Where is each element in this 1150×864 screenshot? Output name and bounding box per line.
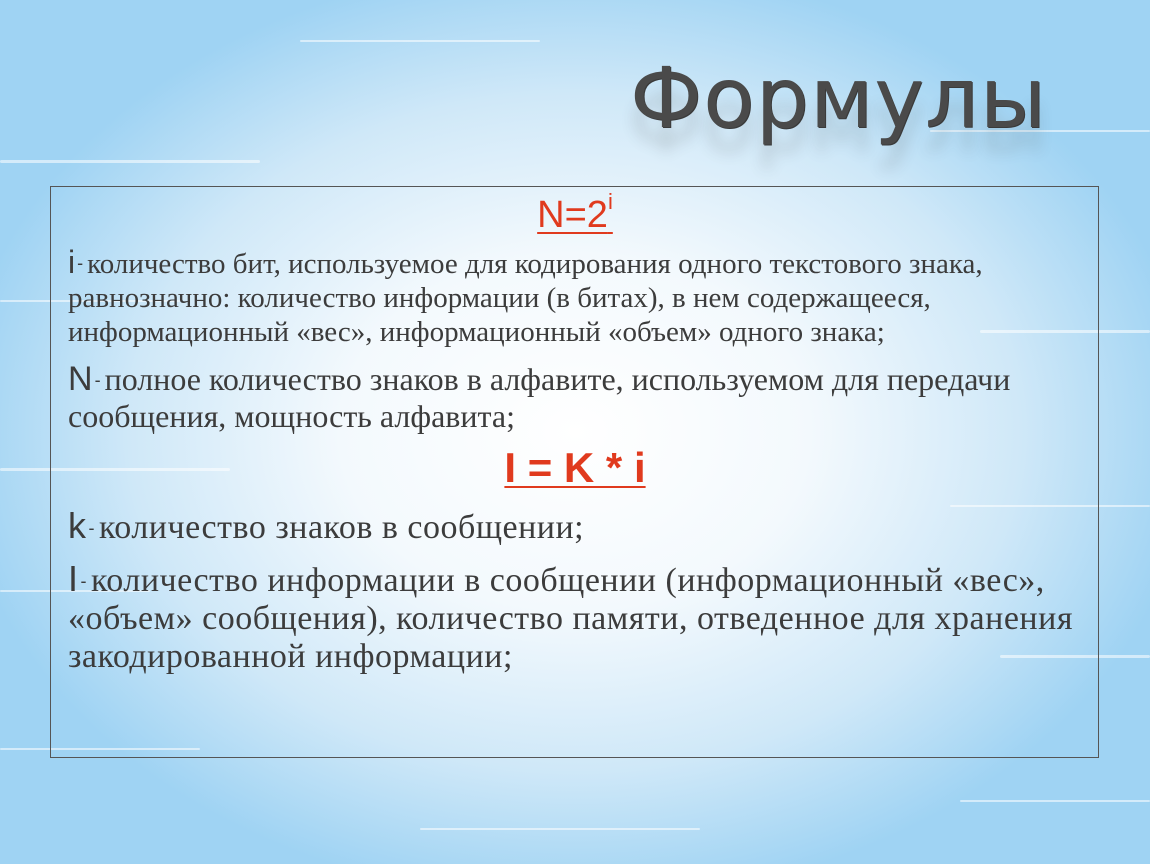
- definition-symbol: I: [68, 558, 79, 599]
- formula-base: N=2: [537, 194, 608, 236]
- definition-symbol: i: [68, 244, 76, 280]
- definition-dash: -: [77, 253, 84, 273]
- definition-text: количество информации в сообщении (информационный «вес», «объем» сообщения), количество памяти, отведенное для хранения закодированной информации;: [68, 562, 1073, 675]
- definition-dash: -: [94, 370, 101, 390]
- definition-i: [68, 245, 1082, 349]
- definition-dash: -: [80, 571, 88, 591]
- definition-text: полное количество знаков в алфавите, используемом для передачи сообщения, мощность алфавита;: [68, 361, 1011, 434]
- definition-dash: -: [88, 518, 95, 538]
- formula-exponent: i: [607, 189, 613, 214]
- formula-content-box: [50, 186, 1099, 758]
- formula-information-volume: I = K * i: [504, 444, 646, 491]
- definition-symbol: k: [68, 505, 87, 546]
- definition-l: [68, 560, 1082, 676]
- slide-title: Формулы: [629, 49, 1047, 147]
- formula-bit-count: [68, 191, 1082, 239]
- definition-text: количество бит, используемое для кодирования одного текстового знака, равнозначно: количество информации (в битах), в нем содержащееся, информационный «вес», информационный «объем» одного знака;: [68, 248, 983, 348]
- definition-k: [68, 506, 1082, 548]
- definition-symbol: N: [68, 360, 93, 398]
- definition-n: [68, 361, 1082, 434]
- definition-text: количество знаков в сообщении;: [99, 509, 585, 546]
